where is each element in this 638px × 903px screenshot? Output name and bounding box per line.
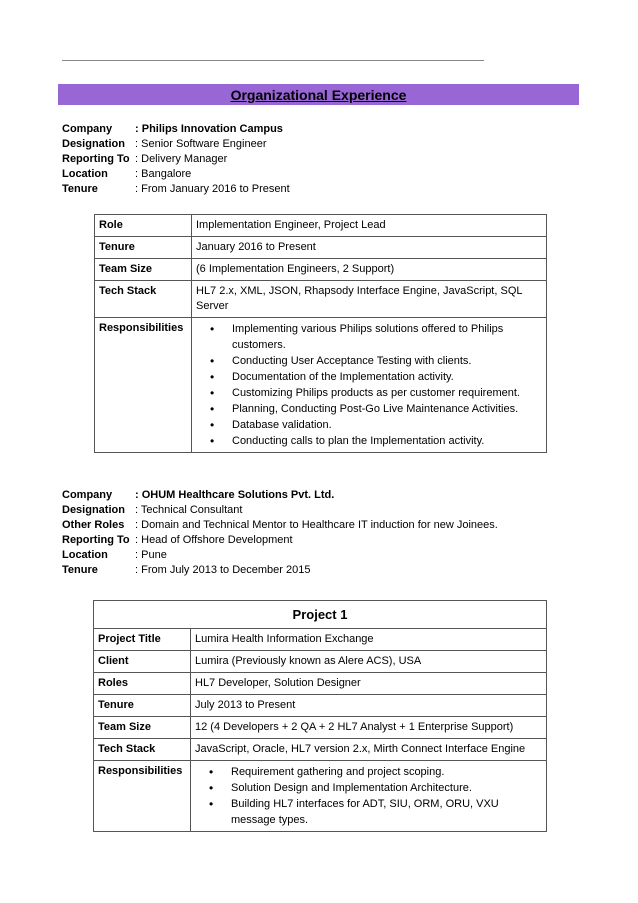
table-row <box>94 601 547 629</box>
section-header <box>58 84 579 105</box>
table-row: Tech Stack JavaScript, Oracle, HL7 version 2.x, Mirth Connect Interface Engine <box>94 739 547 761</box>
info-row-tenure: Tenure: From July 2013 to December 2015 <box>62 563 498 578</box>
info-row-location: Location: Pune <box>62 548 498 563</box>
info-row-tenure: Tenure: From January 2016 to Present <box>62 182 290 197</box>
list-item: • Implementing various Philips solutions offered to Philips customers. <box>232 321 541 353</box>
list-item: • Requirement gathering and project scoping. <box>231 764 541 780</box>
top-divider <box>62 60 484 61</box>
table-row: Roles HL7 Developer, Solution Designer <box>94 673 547 695</box>
table-row: Tenure July 2013 to Present <box>94 695 547 717</box>
section-title: Organizational Experience <box>230 87 407 103</box>
table-row: Responsibilities • Requirement gathering and project scoping. • Solution Design and Implementation Architecture. • Building HL7 interfaces for ADT, SIU, ORM, ORU, VXU message types. <box>94 761 547 832</box>
info-row-company: Company: Philips Innovation Campus <box>62 122 290 137</box>
job1-table <box>94 214 547 453</box>
table-row: Team Size 12 (4 Developers + 2 QA + 2 HL7 Analyst + 1 Enterprise Support) <box>94 717 547 739</box>
list-item: • Conducting User Acceptance Testing with clients. <box>232 353 541 369</box>
info-row-designation: Designation: Technical Consultant <box>62 503 498 518</box>
table-row: Role Implementation Engineer, Project Lead <box>95 215 547 237</box>
responsibilities-list <box>195 764 541 828</box>
info-row-reporting: Reporting To: Head of Offshore Development <box>62 533 498 548</box>
list-item: • Conducting calls to plan the Implementation activity. <box>232 433 541 449</box>
info-row-company: Company: OHUM Healthcare Solutions Pvt. Ltd. <box>62 488 498 503</box>
list-item: • Customizing Philips products as per customer requirement. <box>232 385 541 401</box>
job2-info <box>62 488 498 578</box>
responsibilities-list <box>196 321 541 449</box>
job1-info <box>62 122 290 197</box>
table-row: Client Lumira (Previously known as Alere ACS), USA <box>94 651 547 673</box>
info-row-location: Location: Bangalore <box>62 167 290 182</box>
list-item: • Building HL7 interfaces for ADT, SIU, ORM, ORU, VXU message types. <box>231 796 541 828</box>
table-row: Tech Stack HL7 2.x, XML, JSON, Rhapsody Interface Engine, JavaScript, SQL Server <box>95 281 547 318</box>
info-row-reporting: Reporting To: Delivery Manager <box>62 152 290 167</box>
table-row: Responsibilities • Implementing various Philips solutions offered to Philips customers. • Conducting User Acceptance Testing with clients. • Documentation of the Implementation activity. • Customizing Philips products as per customer requirement. • Planning, Conducting Post-Go Live Maintenance Activities. • Database validation. • Conducting calls to plan the Implementation activity. <box>95 318 547 453</box>
list-item: • Documentation of the Implementation activity. <box>232 369 541 385</box>
table-row: Project Title Lumira Health Information Exchange <box>94 629 547 651</box>
company-name: : OHUM Healthcare Solutions Pvt. Ltd. <box>135 489 334 501</box>
table-row: Team Size (6 Implementation Engineers, 2 Support) <box>95 259 547 281</box>
company-name: : Philips Innovation Campus <box>135 123 283 135</box>
info-row-other-roles: Other Roles: Domain and Technical Mentor to Healthcare IT induction for new Joinees. <box>62 518 498 533</box>
list-item: • Database validation. <box>232 417 541 433</box>
list-item: • Solution Design and Implementation Architecture. <box>231 780 541 796</box>
project1-table <box>93 600 547 832</box>
list-item: • Planning, Conducting Post-Go Live Maintenance Activities. <box>232 401 541 417</box>
table-row: Tenure January 2016 to Present <box>95 237 547 259</box>
project-heading: Project 1 <box>94 601 547 629</box>
info-row-designation: Designation: Senior Software Engineer <box>62 137 290 152</box>
